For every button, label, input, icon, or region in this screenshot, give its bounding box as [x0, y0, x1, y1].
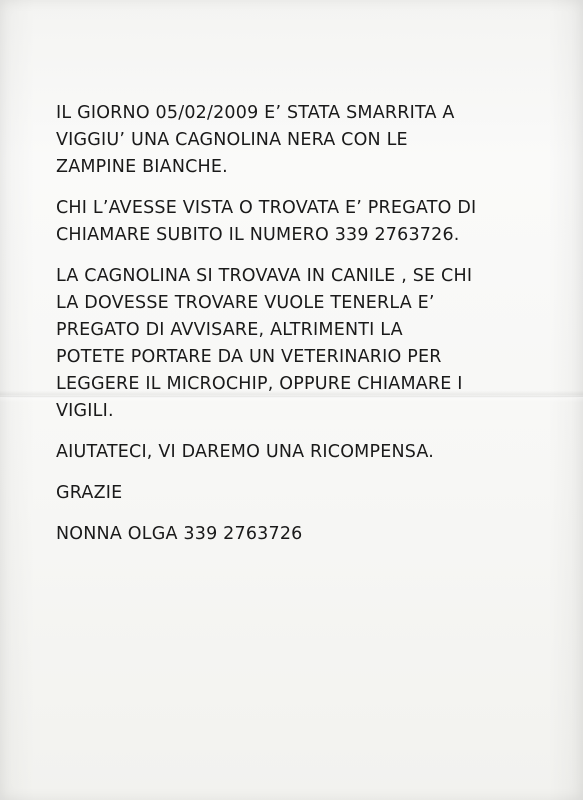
text-line: ZAMPINE BIANCHE.	[56, 157, 228, 177]
text-line: VIGILI.	[56, 401, 114, 421]
paragraph-thanks	[56, 480, 556, 507]
text-line: AIUTATECI, VI DAREMO UNA RICOMPENSA.	[56, 442, 435, 462]
text-line: LEGGERE IL MICROCHIP, OPPURE CHIAMARE I	[56, 374, 463, 394]
notice-text	[56, 100, 556, 562]
paragraph-reward	[56, 439, 556, 466]
text-line: LA CAGNOLINA SI TROVAVA IN CANILE , SE CHI	[56, 266, 473, 286]
paragraph-call-request	[56, 195, 556, 249]
text-line: POTETE PORTARE DA UN VETERINARIO PER	[56, 347, 442, 367]
paragraph-kennel-info	[56, 263, 556, 425]
text-line: IL GIORNO 05/02/2009 E’ STATA SMARRITA A	[56, 103, 455, 123]
text-line: GRAZIE	[56, 483, 123, 503]
paragraph-signature-contact	[56, 521, 556, 548]
text-line: LA DOVESSE TROVARE VUOLE TENERLA E’	[56, 293, 435, 313]
paragraph-lost-dog	[56, 100, 556, 181]
text-line: NONNA OLGA 339 2763726	[56, 524, 303, 544]
text-line: CHIAMARE SUBITO IL NUMERO 339 2763726.	[56, 225, 460, 245]
text-line: VIGGIU’ UNA CAGNOLINA NERA CON LE	[56, 130, 408, 150]
text-line: CHI L’AVESSE VISTA O TROVATA E’ PREGATO DI	[56, 198, 477, 218]
text-line: PREGATO DI AVVISARE, ALTRIMENTI LA	[56, 320, 403, 340]
